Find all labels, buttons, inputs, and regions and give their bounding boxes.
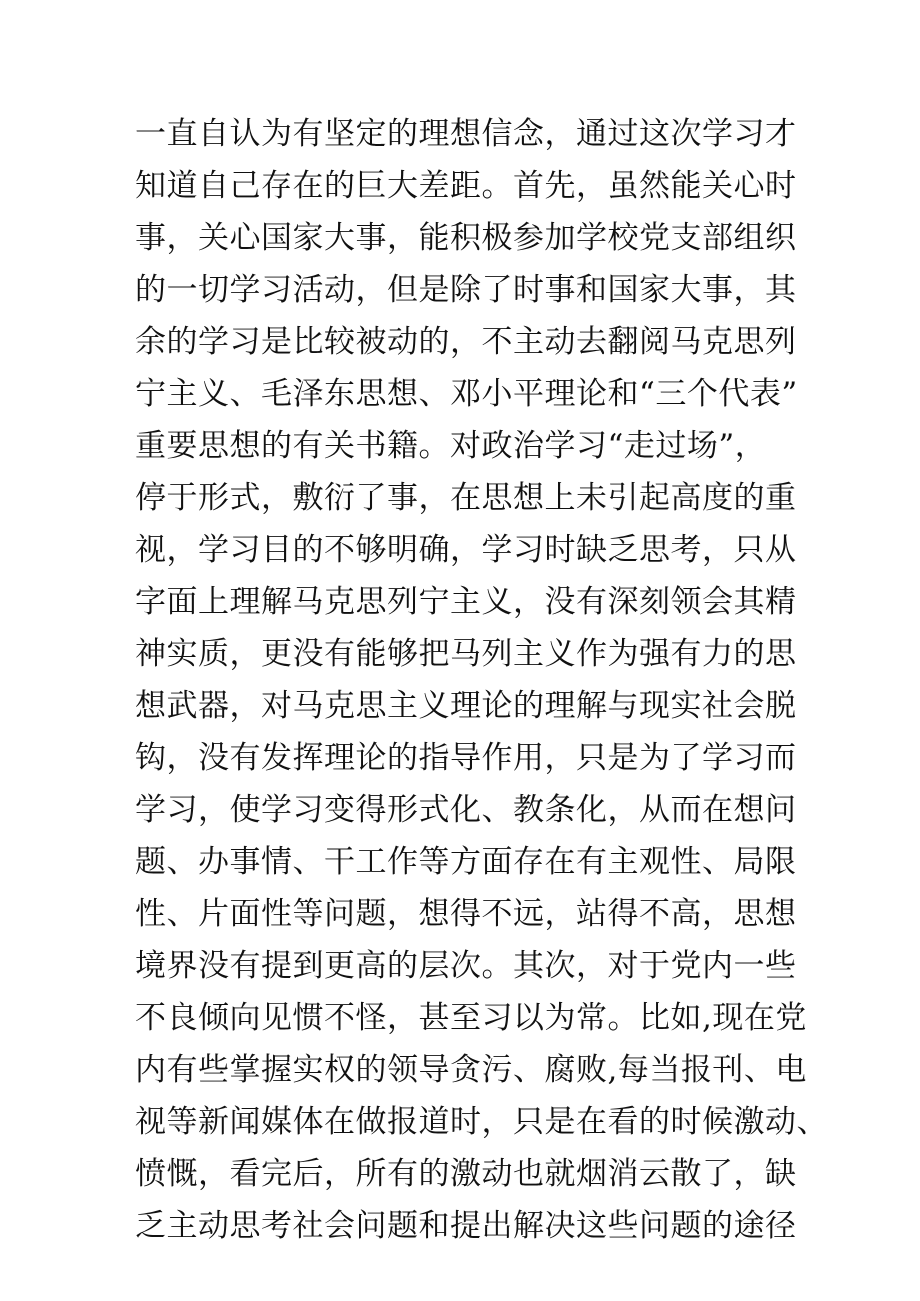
text-line: 神实质，更没有能够把马列主义作为强有力的思 [135, 636, 797, 672]
text-line: 余的学习是比较被动的，不主动去翻阅马克思列 [135, 324, 797, 360]
text-line: 字面上理解马克思列宁主义，没有深刻领会其精 [135, 584, 797, 620]
text-line: 视，学习目的不够明确，学习时缺乏思考，只从 [135, 532, 797, 568]
text-line: 宁主义、毛泽东思想、邓小平理论和“三个代表” [135, 376, 798, 412]
text-line: 知道自己存在的巨大差距。首先，虽然能关心时 [135, 168, 797, 204]
text-line: 不良倾向见惯不怪，甚至习以为常。比如,现在党 [135, 1000, 807, 1036]
text-line: 境界没有提到更高的层次。其次，对于党内一些 [135, 948, 797, 984]
text-line: 内有些掌握实权的领导贪污、腐败,每当报刊、电 [135, 1052, 807, 1088]
text-line: 钩，没有发挥理论的指导作用，只是为了学习而 [135, 740, 797, 776]
text-line: 视等新闻媒体在做报道时，只是在看的时候激动、 [135, 1104, 828, 1140]
text-line: 题、办事情、干工作等方面存在有主观性、局限 [135, 844, 797, 880]
text-line: 的一切学习活动，但是除了时事和国家大事，其 [135, 272, 797, 308]
text-line: 乏主动思考社会问题和提出解决这些问题的途径 [135, 1208, 797, 1244]
text-line: 性、片面性等问题，想得不远，站得不高，思想 [135, 896, 797, 932]
text-line: 事，关心国家大事，能积极参加学校党支部组织 [135, 220, 797, 256]
text-line: 一直自认为有坚定的理想信念，通过这次学习才 [135, 116, 797, 152]
text-line: 重要思想的有关书籍。对政治学习“走过场”， [135, 428, 767, 464]
text-line: 停于形式，敷衍了事，在思想上未引起高度的重 [135, 480, 797, 516]
text-line: 学习，使学习变得形式化、教条化，从而在想问 [135, 792, 797, 828]
body-text [135, 108, 828, 1252]
text-line: 愤慨，看完后，所有的激动也就烟消云散了，缺 [135, 1156, 797, 1192]
text-line: 想武器，对马克思主义理论的理解与现实社会脱 [135, 688, 797, 724]
